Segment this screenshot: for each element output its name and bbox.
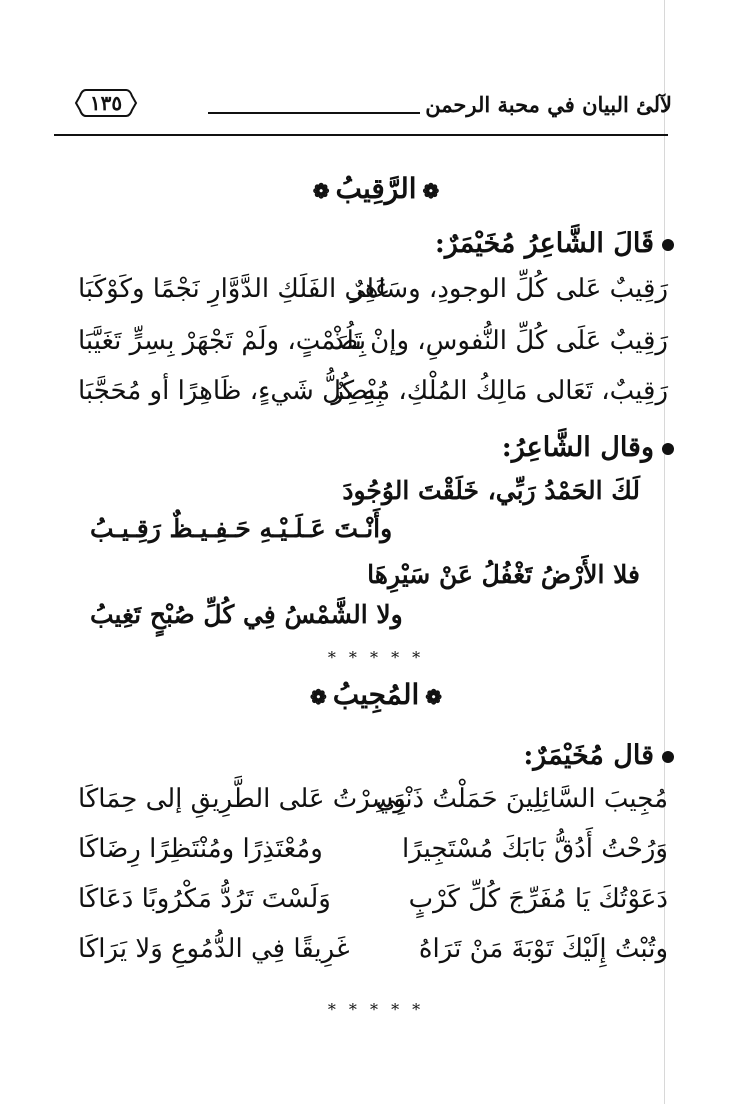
section-title-text: الرَّقِيبُ [335,172,417,205]
intro-line [435,228,674,259]
verse-second-hemistich: وَلَسْتَ تَرُدُّ مَكْرُوبًا دَعَاكَا [78,884,331,914]
section-title-mujib [0,678,752,711]
verse-first-hemistich: وتُبْتُ إِلَيْكَ تَوْبَةَ مَنْ تَرَاهُ [418,934,668,964]
verse-first-hemistich: رَقِيبٌ عَلى كُلِّ الوجودِ، وسَاهِرٌ [350,274,668,304]
running-title: لآلئ البيان في محبة الرحمن [425,92,672,117]
verse-second-hemistich: ومُعْتَذِرًا ومُنْتَظِرًا رِضَاكَا [78,834,323,864]
section-separator-stars: * * * * * [327,1000,425,1019]
section-title-raqib [0,172,752,205]
poem-line: لَكَ الحَمْدُ رَبِّي، خَلَقْتَ الوُجُودَ [342,476,640,505]
poem-line: ولا الشَّمْسُ فِي كُلِّ صُبْحٍ تَغِيبُ [90,600,403,629]
bullet-icon [662,751,674,763]
ornament-icon: ❁ [309,684,327,709]
verse-line [78,884,668,924]
poem-line: فلا الأَرْضُ تَغْفُلُ عَنْ سَيْرِهَا [367,560,640,589]
ornament-icon: ❁ [312,178,330,203]
section-title-text: المُجِيبُ [332,678,420,711]
intro-text: قال مُخَيْمَرٌ: [523,740,654,771]
verse-first-hemistich: وَرُحْتُ أَدُقُّ بَابَكَ مُسْتَجِيرًا [402,834,668,864]
verse-first-hemistich: دَعَوْتُكَ يَا مُفَرِّجَ كُلِّ كَرْبٍ [408,884,668,914]
intro-line [523,740,674,771]
verse-second-hemistich: وَسِرْتُ عَلى الطَّرِيقِ إلى حِمَاكَا [78,784,406,814]
verse-line [78,274,668,314]
verse-line [78,934,668,974]
verse-line [78,326,668,366]
verse-second-hemistich: بِصَمْتٍ، ولَمْ تَجْهَرْ بِسِرٍّ تَغَيَّبَا [78,326,367,356]
header-rule [208,112,420,114]
section-separator-stars: * * * * * [327,648,425,667]
ornament-icon: ❁ [422,178,440,203]
verse-line [78,834,668,874]
verse-second-hemistich: بِهِ كُلُّ شَيءٍ، ظَاهِرًا أو مُحَجَّبَا [78,376,384,406]
verse-first-hemistich: مُجِيبَ السَّائِلِينَ حَمَلْتُ ذَنْبِي [375,784,668,814]
page-number: ١٣٥ [89,91,123,115]
intro-text: قَالَ الشَّاعِرُ مُخَيْمَرٌ: [434,228,654,259]
verse-line [78,376,668,416]
verse-second-hemistich: غَرِيقًا فِي الدُّمُوعِ وَلا يَرَاكَا [78,934,350,964]
header-underline [54,134,668,136]
intro-text: وقال الشَّاعِرُ: [501,432,654,463]
ornament-icon: ❁ [425,684,443,709]
page-number-frame [74,88,138,118]
verse-line [78,784,668,824]
verse-first-hemistich: رَقِيبٌ عَلَى كُلِّ النُّفوسِ، وإنْ تَلُذْ [332,326,668,356]
verse-second-hemistich: عَلى الفَلَكِ الدَّوَّارِ نَجْمًا وكَوْكَبَا [78,274,391,304]
page-header [60,84,682,128]
poem-line: وأَنْـتَ عَـلَـيْـهِ حَـفِـيـظٌ رَقِـيـبُ [90,514,393,543]
verse-first-hemistich: رَقِيبٌ، تَعَالى مَالِكُ المُلْكِ، مُبْصِرٌ [331,376,668,406]
bullet-icon [662,239,674,251]
intro-line [502,432,674,463]
bullet-icon [662,443,674,455]
